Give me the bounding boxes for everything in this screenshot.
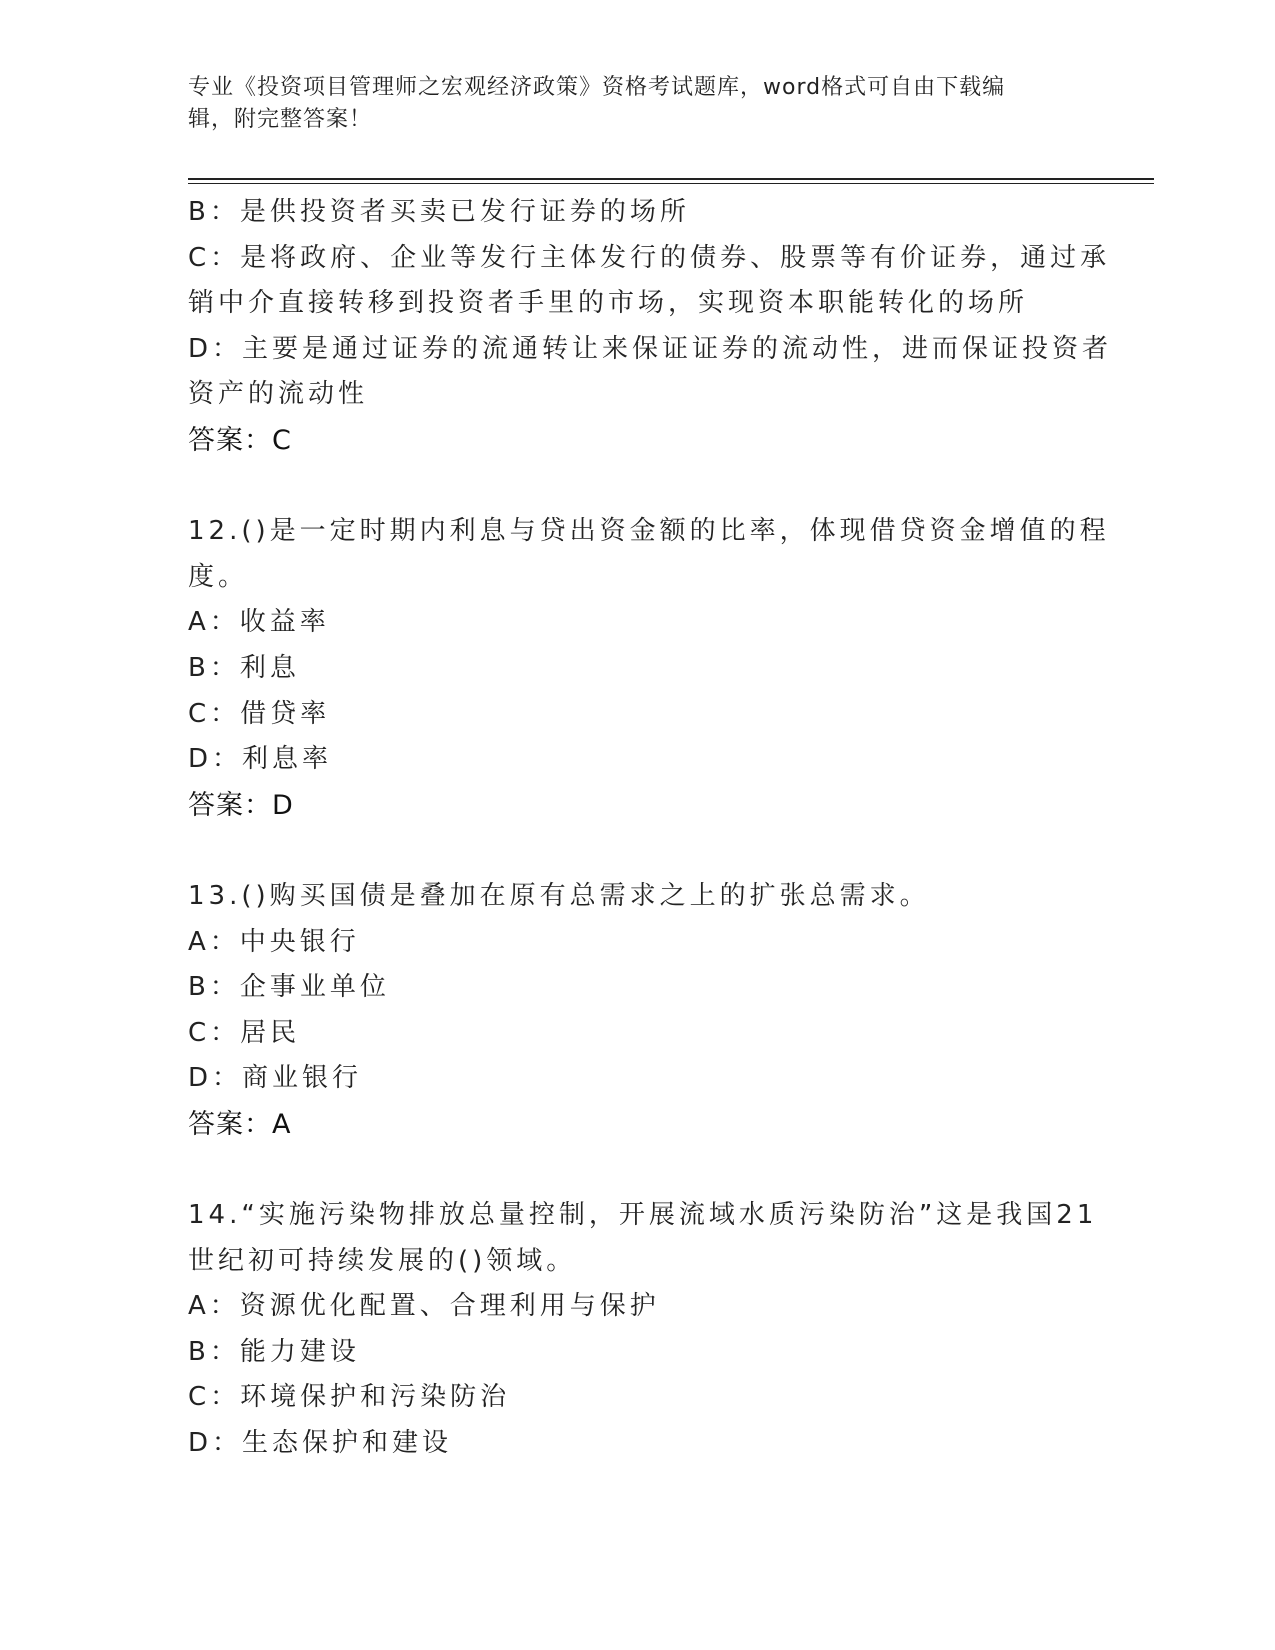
q13-stem: 13.()购买国债是叠加在原有总需求之上的扩张总需求。 bbox=[188, 880, 930, 911]
q14-stem-line-1: 14.“实施污染物排放总量控制，开展流域水质污染防治”这是我国21 bbox=[188, 1200, 1098, 1231]
q14-option-b: B：能力建设 bbox=[188, 1336, 360, 1367]
q12-option-a: A：收益率 bbox=[188, 607, 330, 638]
page-header bbox=[188, 72, 1068, 136]
question-content bbox=[188, 190, 1113, 1467]
q13-option-d: D：商业银行 bbox=[188, 1063, 363, 1094]
header-line-1: 专业《投资项目管理师之宏观经济政策》资格考试题库，word格式可自由下载编 bbox=[188, 75, 1006, 100]
q12-answer: 答案：D bbox=[188, 789, 294, 821]
q13-option-a: A：中央银行 bbox=[188, 926, 360, 957]
header-rule-thick bbox=[188, 178, 1154, 180]
header-rule-thin bbox=[188, 183, 1154, 184]
q11-answer: 答案：C bbox=[188, 424, 292, 456]
header-line-2: 辑，附完整答案！ bbox=[188, 107, 373, 132]
q12-option-c: C：借贷率 bbox=[188, 698, 331, 729]
q14-option-c: C：环境保护和污染防治 bbox=[188, 1382, 511, 1413]
q14-stem-line-2: 世纪初可持续发展的()领域。 bbox=[188, 1245, 577, 1276]
q12-stem-line-1: 12.()是一定时期内利息与贷出资金额的比率，体现借贷资金增值的程 bbox=[188, 516, 1110, 547]
q13-option-c: C：居民 bbox=[188, 1017, 301, 1048]
q13-option-b: B：企事业单位 bbox=[188, 972, 390, 1003]
q11-option-b: B：是供投资者买卖已发行证券的场所 bbox=[188, 197, 690, 227]
spacer bbox=[188, 828, 1088, 874]
q11-option-c-line-1: C：是将政府、企业等发行主体发行的债券、股票等有价证券，通过承 bbox=[188, 242, 1111, 273]
q13-answer: 答案：A bbox=[188, 1108, 292, 1140]
spacer bbox=[188, 464, 1088, 510]
q14-option-d: D：生态保护和建设 bbox=[188, 1428, 453, 1459]
q14-option-a: A：资源优化配置、合理利用与保护 bbox=[188, 1291, 660, 1322]
q11-option-d-line-2: 资产的流动性 bbox=[188, 379, 369, 410]
q12-option-b: B：利息 bbox=[188, 652, 300, 683]
q12-stem-line-2: 度。 bbox=[188, 561, 249, 592]
q11-option-d-line-1: D：主要是通过证券的流通转让来保证证券的流动性，进而保证投资者 bbox=[188, 333, 1113, 364]
spacer bbox=[188, 1147, 1088, 1193]
q12-option-d: D：利息率 bbox=[188, 744, 333, 775]
q11-option-c-line-2: 销中介直接转移到投资者手里的市场，实现资本职能转化的场所 bbox=[188, 288, 1029, 319]
